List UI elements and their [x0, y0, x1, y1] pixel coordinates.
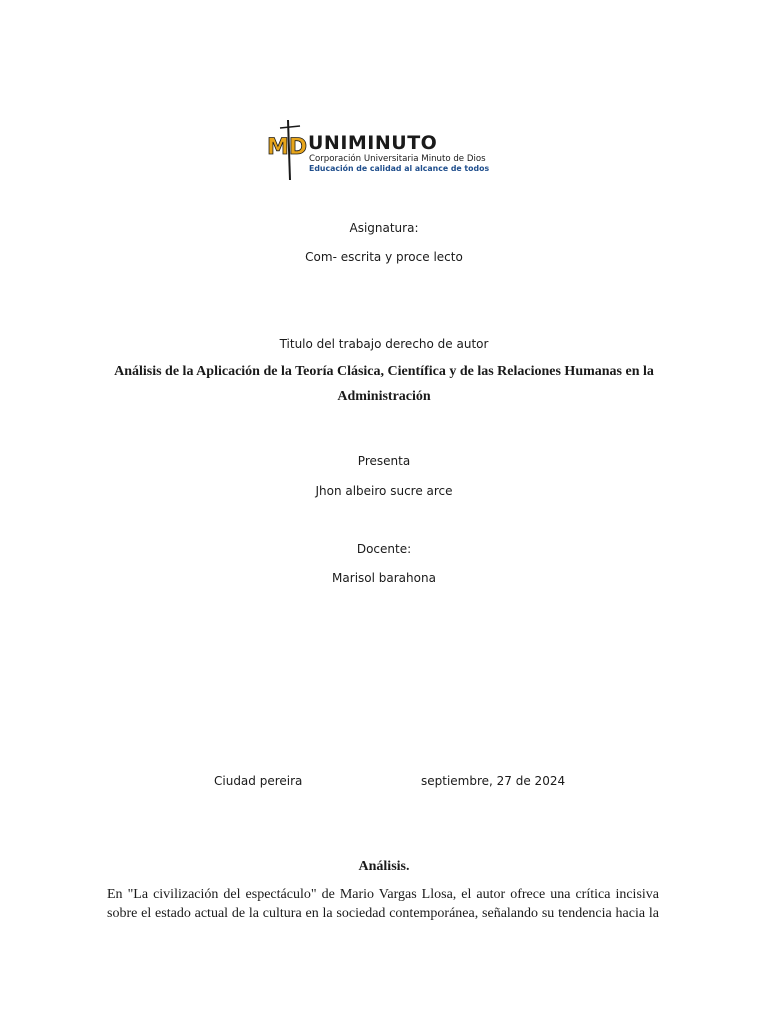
svg-text:UNIMINUTO: UNIMINUTO — [308, 132, 438, 154]
title-label: Titulo del trabajo derecho de autor — [279, 337, 489, 351]
uniminuto-logo-icon — [266, 118, 502, 182]
subject-value: Com- escrita y proce lecto — [305, 250, 463, 264]
work-title-line-1: Análisis de la Aplicación de la Teoría Clásica, Científica y de las Relaciones Humanas en la — [114, 364, 654, 379]
svg-text:MD: MD — [267, 135, 308, 160]
uniminuto-logo — [266, 118, 502, 182]
analysis-paragraph-line-2: sobre el estado actual de la cultura en la sociedad contemporánea, señalando su tendencia hacia la — [107, 906, 659, 921]
analysis-heading: Análisis. — [358, 859, 410, 874]
presenter-label: Presenta — [357, 454, 411, 468]
teacher-label: Docente: — [356, 542, 412, 556]
svg-text:Corporación Universitaria Minu: Corporación Universitaria Minuto de Dios — [309, 154, 486, 164]
date-text: septiembre, 27 de 2024 — [421, 774, 566, 788]
svg-text:Educación de calidad al alcanc: Educación de calidad al alcance de todos — [309, 164, 490, 173]
subject-label: Asignatura: — [349, 221, 419, 235]
work-title-line-2: Administración — [337, 389, 431, 404]
analysis-paragraph-line-1: En "La civilización del espectáculo" de Mario Vargas Llosa, el autor ofrece una crítica incisiva — [107, 887, 659, 902]
presenter-name: Jhon albeiro sucre arce — [315, 484, 453, 498]
city-text: Ciudad pereira — [214, 774, 303, 788]
teacher-name: Marisol barahona — [332, 571, 436, 585]
